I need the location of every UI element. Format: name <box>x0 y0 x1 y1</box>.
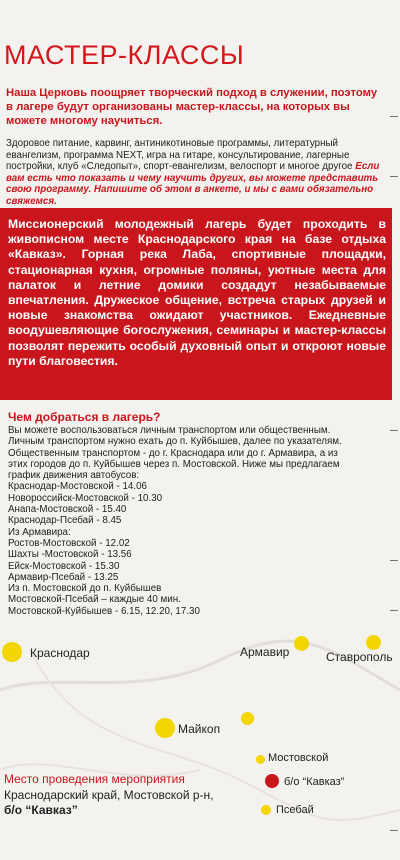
map-label-armavir: Армавир <box>240 645 290 659</box>
map-label-krasnodar: Краснодар <box>30 646 90 660</box>
activities-invite: Если вам есть что показать и чему научить других, вы можете представить свою программу. Напишите об этом в анкете, и мы с вами обязательно свяжемся. <box>6 161 380 207</box>
page-title: МАСТЕР-КЛАССЫ <box>4 40 245 70</box>
perforation-mark <box>390 610 398 611</box>
activities-list: Здоровое питание, карвинг, антиникотиновые программы, литературный евангелизм, программа NEXT, игра на гитаре, консультирование, лагерные постройки, клуб «Следопыт», спорт-евангелизм, велоспорт и многое другое <box>6 138 353 173</box>
schedule-line: Мостовской-Псебай – каждые 40 мин. <box>8 594 181 606</box>
schedule-line: Шахты -Мостовской - 13.56 <box>8 549 132 561</box>
legend-mostovskoy: Мостовской <box>268 752 329 764</box>
map-label-maykop: Майкоп <box>178 722 221 736</box>
camp-description: Миссионерский молодежный лагерь будет проходить в живописном месте Краснодарского края на базе отдыха «Кавказ». Горная река Лаба, спортивные площадки, стационарная кухня, огромные поляны, уютные места для палаток и летние домики создадут незабываемые впечатления. Дружеское общение, встреча старых друзей и новые знакомства ожидают участников. Ежедневные воодушевляющие богослужения, семинары и мастер-классы позволят пережить особый духовный опыт и откроют новые пути благовестия. <box>8 217 386 368</box>
krasnodar-dot <box>2 642 22 662</box>
route-map <box>0 630 400 860</box>
perforation-mark <box>390 176 398 177</box>
schedule-line: Краснодар-Мостовской - 14.06 <box>8 481 147 493</box>
armavir-dot <box>294 636 309 651</box>
venue-heading: Место проведения мероприятия <box>4 772 185 786</box>
psebay-dot <box>261 805 271 815</box>
schedule-line: Анапа-Мостовской - 15.40 <box>8 504 127 516</box>
directions-paragraph: Общественным транспортом - до г. Краснодара или до г. Армавира, а из этих городов до п. Куйбышев через п. Мостовской. Ниже мы предлагаем график движения автобусов: <box>8 447 340 482</box>
bus-schedule <box>8 481 348 617</box>
stavropol-dot <box>366 635 381 650</box>
perforation-mark <box>390 830 398 831</box>
directions-heading: Чем добраться в лагерь? <box>8 410 161 424</box>
venue-name: б/о “Кавказ” <box>4 803 78 817</box>
activities-block <box>6 138 392 208</box>
schedule-line: Из п. Мостовской до п. Куйбышев <box>8 583 162 595</box>
schedule-line: Краснодар-Псебай - 8.45 <box>8 515 122 527</box>
schedule-line: Мостовской-Куйбышев - 6.15, 12.20, 17.30 <box>8 605 200 617</box>
legend-psebay: Псебай <box>276 804 314 816</box>
map-label-stavropol: Ставрополь <box>326 650 393 664</box>
maykop-dot <box>155 718 175 738</box>
intro-text: Наша Церковь поощряет творческий подход в служении, поэтому в лагере будут организованы мастер-классы, на которых вы можете многому научиться. <box>6 87 378 127</box>
schedule-line: Армавир-Псебай - 13.25 <box>8 571 119 583</box>
legend-kavkaz: б/о “Кавказ” <box>284 776 345 788</box>
kavkaz-dot <box>265 774 279 788</box>
schedule-line: Ейск-Мостовской - 15.30 <box>8 560 120 572</box>
perforation-mark <box>390 560 398 561</box>
perforation-mark <box>390 116 398 117</box>
schedule-line: Новороссийск-Мостовской - 10.30 <box>8 492 163 504</box>
directions-paragraph: Вы можете воспользоваться личным транспортом или общественным. <box>8 425 331 436</box>
small-dot <box>241 712 254 725</box>
schedule-line: Из Армавира: <box>8 526 71 538</box>
venue-address: Краснодарский край, Мостовской р-н, <box>4 788 214 802</box>
directions-paragraph: Личным транспортом нужно ехать до п. Куйбышев, далее по указателям. <box>8 436 342 448</box>
directions-body <box>8 425 348 617</box>
perforation-mark <box>390 430 398 431</box>
mostovskoy-dot <box>256 755 265 764</box>
schedule-line: Ростов-Мостовской - 12.02 <box>8 537 130 549</box>
